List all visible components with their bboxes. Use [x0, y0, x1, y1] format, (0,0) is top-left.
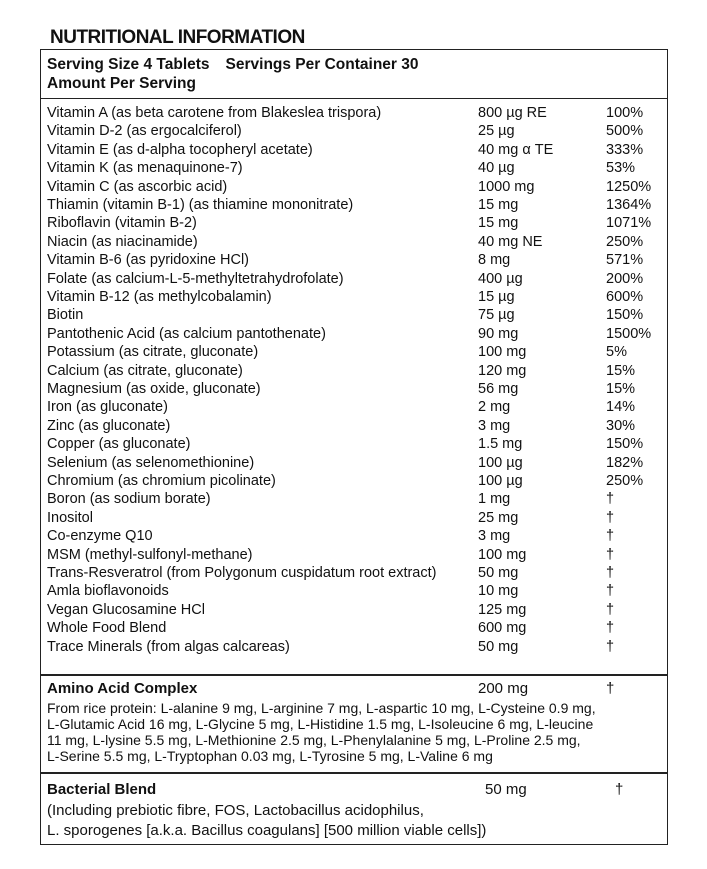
nutrient-name: Thiamin (vitamin B-1) (as thiamine mononitrate) [47, 197, 354, 213]
nutrient-row [41, 547, 667, 565]
nutrient-daily-value: † [606, 601, 615, 618]
nutrient-row [41, 123, 667, 141]
nutrient-amount: 100 mg [478, 546, 527, 563]
nutrient-row [41, 344, 667, 362]
nutrient-amount: 600 mg [478, 620, 527, 637]
nutrient-amount: 15 µg [478, 289, 515, 305]
nutrient-amount: 125 mg [478, 601, 527, 618]
nutrient-daily-value: 15% [606, 381, 636, 397]
nutrient-amount: 90 mg [478, 325, 519, 342]
amino-acid-description-line: From rice protein: L-alanine 9 mg, L-arginine 7 mg, L-aspartic 10 mg, L-Cysteine 0.9 mg, [47, 700, 596, 716]
nutrient-name: Folate (as calcium-L-5-methyltetrahydrofolate) [47, 270, 344, 287]
nutrient-daily-value: 5% [606, 344, 627, 361]
nutrient-name: Potassium (as citrate, gluconate) [47, 344, 259, 361]
nutrient-daily-value: † [606, 491, 615, 508]
nutrient-row [41, 234, 667, 252]
nutrient-name: Vitamin A (as beta carotene from Blakeslea trispora) [47, 105, 382, 121]
nutrient-amount: 75 µg [478, 307, 515, 324]
nutrient-daily-value: † [606, 546, 615, 563]
nutrient-row [41, 326, 667, 344]
nutrient-daily-value: 200% [606, 270, 644, 287]
nutrient-amount: 1 mg [478, 491, 511, 508]
nutrient-amount: 800 µg RE [478, 105, 547, 121]
nutrient-row [41, 436, 667, 454]
amino-acid-complex-dv: † [606, 680, 615, 697]
nutrient-row [41, 179, 667, 197]
nutrient-row [41, 510, 667, 528]
bacterial-blend-description-line: (Including prebiotic fibre, FOS, Lactobacillus acidophilus, [47, 802, 424, 819]
nutrient-name: Vitamin K (as menaquinone-7) [47, 160, 243, 177]
nutrient-row [41, 418, 667, 436]
nutrient-daily-value: † [606, 583, 615, 600]
divider [41, 674, 667, 676]
nutrient-name: Biotin [47, 307, 84, 324]
amino-acid-complex-name: Amino Acid Complex [47, 680, 198, 697]
nutrient-amount: 100 µg [478, 473, 523, 489]
nutrient-amount: 56 mg [478, 381, 519, 397]
page-title: NUTRITIONAL INFORMATION [50, 27, 305, 48]
nutrient-daily-value: 15% [606, 362, 636, 379]
bacterial-blend-name: Bacterial Blend [47, 781, 157, 798]
nutrient-amount: 10 mg [478, 583, 519, 600]
nutrient-amount: 25 µg [478, 123, 515, 140]
bacterial-blend-description [47, 801, 486, 840]
amount-per-serving: Amount Per Serving [47, 75, 196, 92]
nutrient-name: Zinc (as gluconate) [47, 417, 171, 434]
nutrient-daily-value: 150% [606, 307, 644, 324]
nutrient-row [41, 528, 667, 546]
nutrient-daily-value: 1071% [606, 215, 652, 232]
nutrient-row [41, 473, 667, 491]
amino-acid-description-line: L-Glutamic Acid 16 mg, L-Glycine 5 mg, L-Histidine 1.5 mg, L-Isoleucine 6 mg, L-leucine [47, 716, 594, 732]
nutrient-daily-value: 53% [606, 160, 636, 177]
nutrient-daily-value: 571% [606, 252, 644, 269]
nutrient-name: Co-enzyme Q10 [47, 528, 153, 545]
nutrient-daily-value: 1250% [606, 178, 652, 195]
servings-per-container: Servings Per Container 30 [225, 56, 419, 73]
amino-acid-description-line: 11 mg, L-lysine 5.5 mg, L-Methionine 2.5 mg, L-Phenylalanine 5 mg, L-Proline 2.5 mg, [47, 732, 581, 748]
amino-acid-description [47, 700, 596, 764]
nutrient-amount: 40 mg α TE [478, 141, 554, 158]
nutrient-name: Vitamin D-2 (as ergocalciferol) [47, 123, 242, 140]
nutrient-amount: 40 µg [478, 160, 515, 177]
nutrient-amount: 50 mg [478, 638, 519, 655]
nutrient-daily-value: 333% [606, 141, 644, 158]
nutrient-row [41, 105, 667, 123]
nutrient-daily-value: 182% [606, 454, 644, 471]
nutrient-name: Chromium (as chromium picolinate) [47, 473, 276, 489]
nutrient-row [41, 252, 667, 270]
nutrient-row [41, 363, 667, 381]
nutrient-daily-value: † [606, 620, 615, 637]
nutrient-amount: 100 µg [478, 454, 523, 471]
nutrient-daily-value: † [606, 528, 615, 545]
nutrient-row [41, 455, 667, 473]
nutrient-amount: 1000 mg [478, 178, 535, 195]
nutrient-row [41, 271, 667, 289]
nutrient-amount: 3 mg [478, 417, 511, 434]
nutrient-row [41, 491, 667, 509]
nutrient-amount: 50 mg [478, 565, 519, 581]
nutrient-amount: 40 mg NE [478, 233, 543, 250]
nutrient-name: Vitamin B-12 (as methylcobalamin) [47, 289, 272, 305]
nutrient-daily-value: 600% [606, 289, 644, 305]
nutrient-name: Vitamin C (as ascorbic acid) [47, 178, 228, 195]
nutrient-name: Vitamin E (as d-alpha tocopheryl acetate) [47, 141, 313, 158]
nutrient-amount: 120 mg [478, 362, 527, 379]
nutrient-name: Trace Minerals (from algas calcareas) [47, 638, 290, 655]
nutrient-name: Whole Food Blend [47, 620, 167, 637]
nutrient-amount: 1.5 mg [478, 436, 523, 453]
nutrient-daily-value: 500% [606, 123, 644, 140]
nutrient-amount: 8 mg [478, 252, 511, 269]
amino-acid-description-line: L-Serine 5.5 mg, L-Tryptophan 0.03 mg, L-Tyrosine 5 mg, L-Valine 6 mg [47, 748, 493, 764]
nutrient-row [41, 160, 667, 178]
nutrient-name: Riboflavin (vitamin B-2) [47, 215, 197, 232]
nutrient-name: Boron (as sodium borate) [47, 491, 211, 508]
nutrient-row [41, 289, 667, 307]
nutrient-row [41, 565, 667, 583]
nutrient-name: Niacin (as niacinamide) [47, 233, 198, 250]
serving-info [47, 56, 419, 74]
nutrient-row [41, 620, 667, 638]
nutrient-daily-value: 30% [606, 417, 636, 434]
nutrient-row [41, 307, 667, 325]
nutrient-name: Vitamin B-6 (as pyridoxine HCl) [47, 252, 249, 269]
bacterial-blend-description-line: L. sporogenes [a.k.a. Bacillus coagulans] [500 million viable cells]) [47, 821, 487, 839]
nutrient-amount: 15 mg [478, 197, 519, 213]
nutrient-daily-value: 250% [606, 233, 644, 250]
nutrient-name: Trans-Resveratrol (from Polygonum cuspidatum root extract) [47, 565, 437, 581]
amino-acid-complex-amount: 200 mg [478, 680, 529, 697]
nutrient-daily-value: 250% [606, 473, 644, 489]
divider [41, 98, 667, 99]
nutrient-row [41, 197, 667, 215]
nutrient-name: Calcium (as citrate, gluconate) [47, 362, 243, 379]
nutrient-amount: 3 mg [478, 528, 511, 545]
nutrient-row [41, 602, 667, 620]
nutrient-daily-value: 1500% [606, 325, 652, 342]
serving-size: Serving Size 4 Tablets [47, 56, 210, 73]
nutrient-amount: 100 mg [478, 344, 527, 361]
nutrient-daily-value: 14% [606, 399, 636, 416]
nutrient-name: Pantothenic Acid (as calcium pantothenate) [47, 325, 326, 342]
nutrient-name: MSM (methyl-sulfonyl-methane) [47, 546, 253, 563]
nutrient-amount: 400 µg [478, 270, 523, 287]
nutrient-row [41, 142, 667, 160]
bacterial-blend-dv: † [615, 781, 624, 798]
nutrient-amount: 15 mg [478, 215, 519, 232]
nutrient-daily-value: † [606, 638, 615, 655]
nutrient-row [41, 399, 667, 417]
nutrient-row [41, 639, 667, 657]
divider [41, 772, 667, 774]
nutrient-row [41, 215, 667, 233]
nutrition-panel [40, 49, 668, 845]
nutrient-row [41, 381, 667, 399]
bacterial-blend-amount: 50 mg [485, 781, 527, 798]
nutrient-name: Iron (as gluconate) [47, 399, 168, 416]
nutrient-daily-value: 1364% [606, 197, 652, 213]
nutrient-daily-value: † [606, 509, 615, 526]
nutrient-amount: 25 mg [478, 509, 519, 526]
nutrient-row [41, 583, 667, 601]
nutrient-daily-value: 150% [606, 436, 644, 453]
nutrient-amount: 2 mg [478, 399, 511, 416]
nutrient-name: Vegan Glucosamine HCl [47, 601, 205, 618]
nutrient-name: Copper (as gluconate) [47, 436, 191, 453]
nutrient-name: Magnesium (as oxide, gluconate) [47, 381, 261, 397]
nutrient-name: Inositol [47, 509, 93, 526]
nutrient-daily-value: 100% [606, 105, 644, 121]
nutrient-daily-value: † [606, 565, 615, 581]
nutrient-name: Amla bioflavonoids [47, 583, 169, 600]
nutrient-name: Selenium (as selenomethionine) [47, 454, 255, 471]
